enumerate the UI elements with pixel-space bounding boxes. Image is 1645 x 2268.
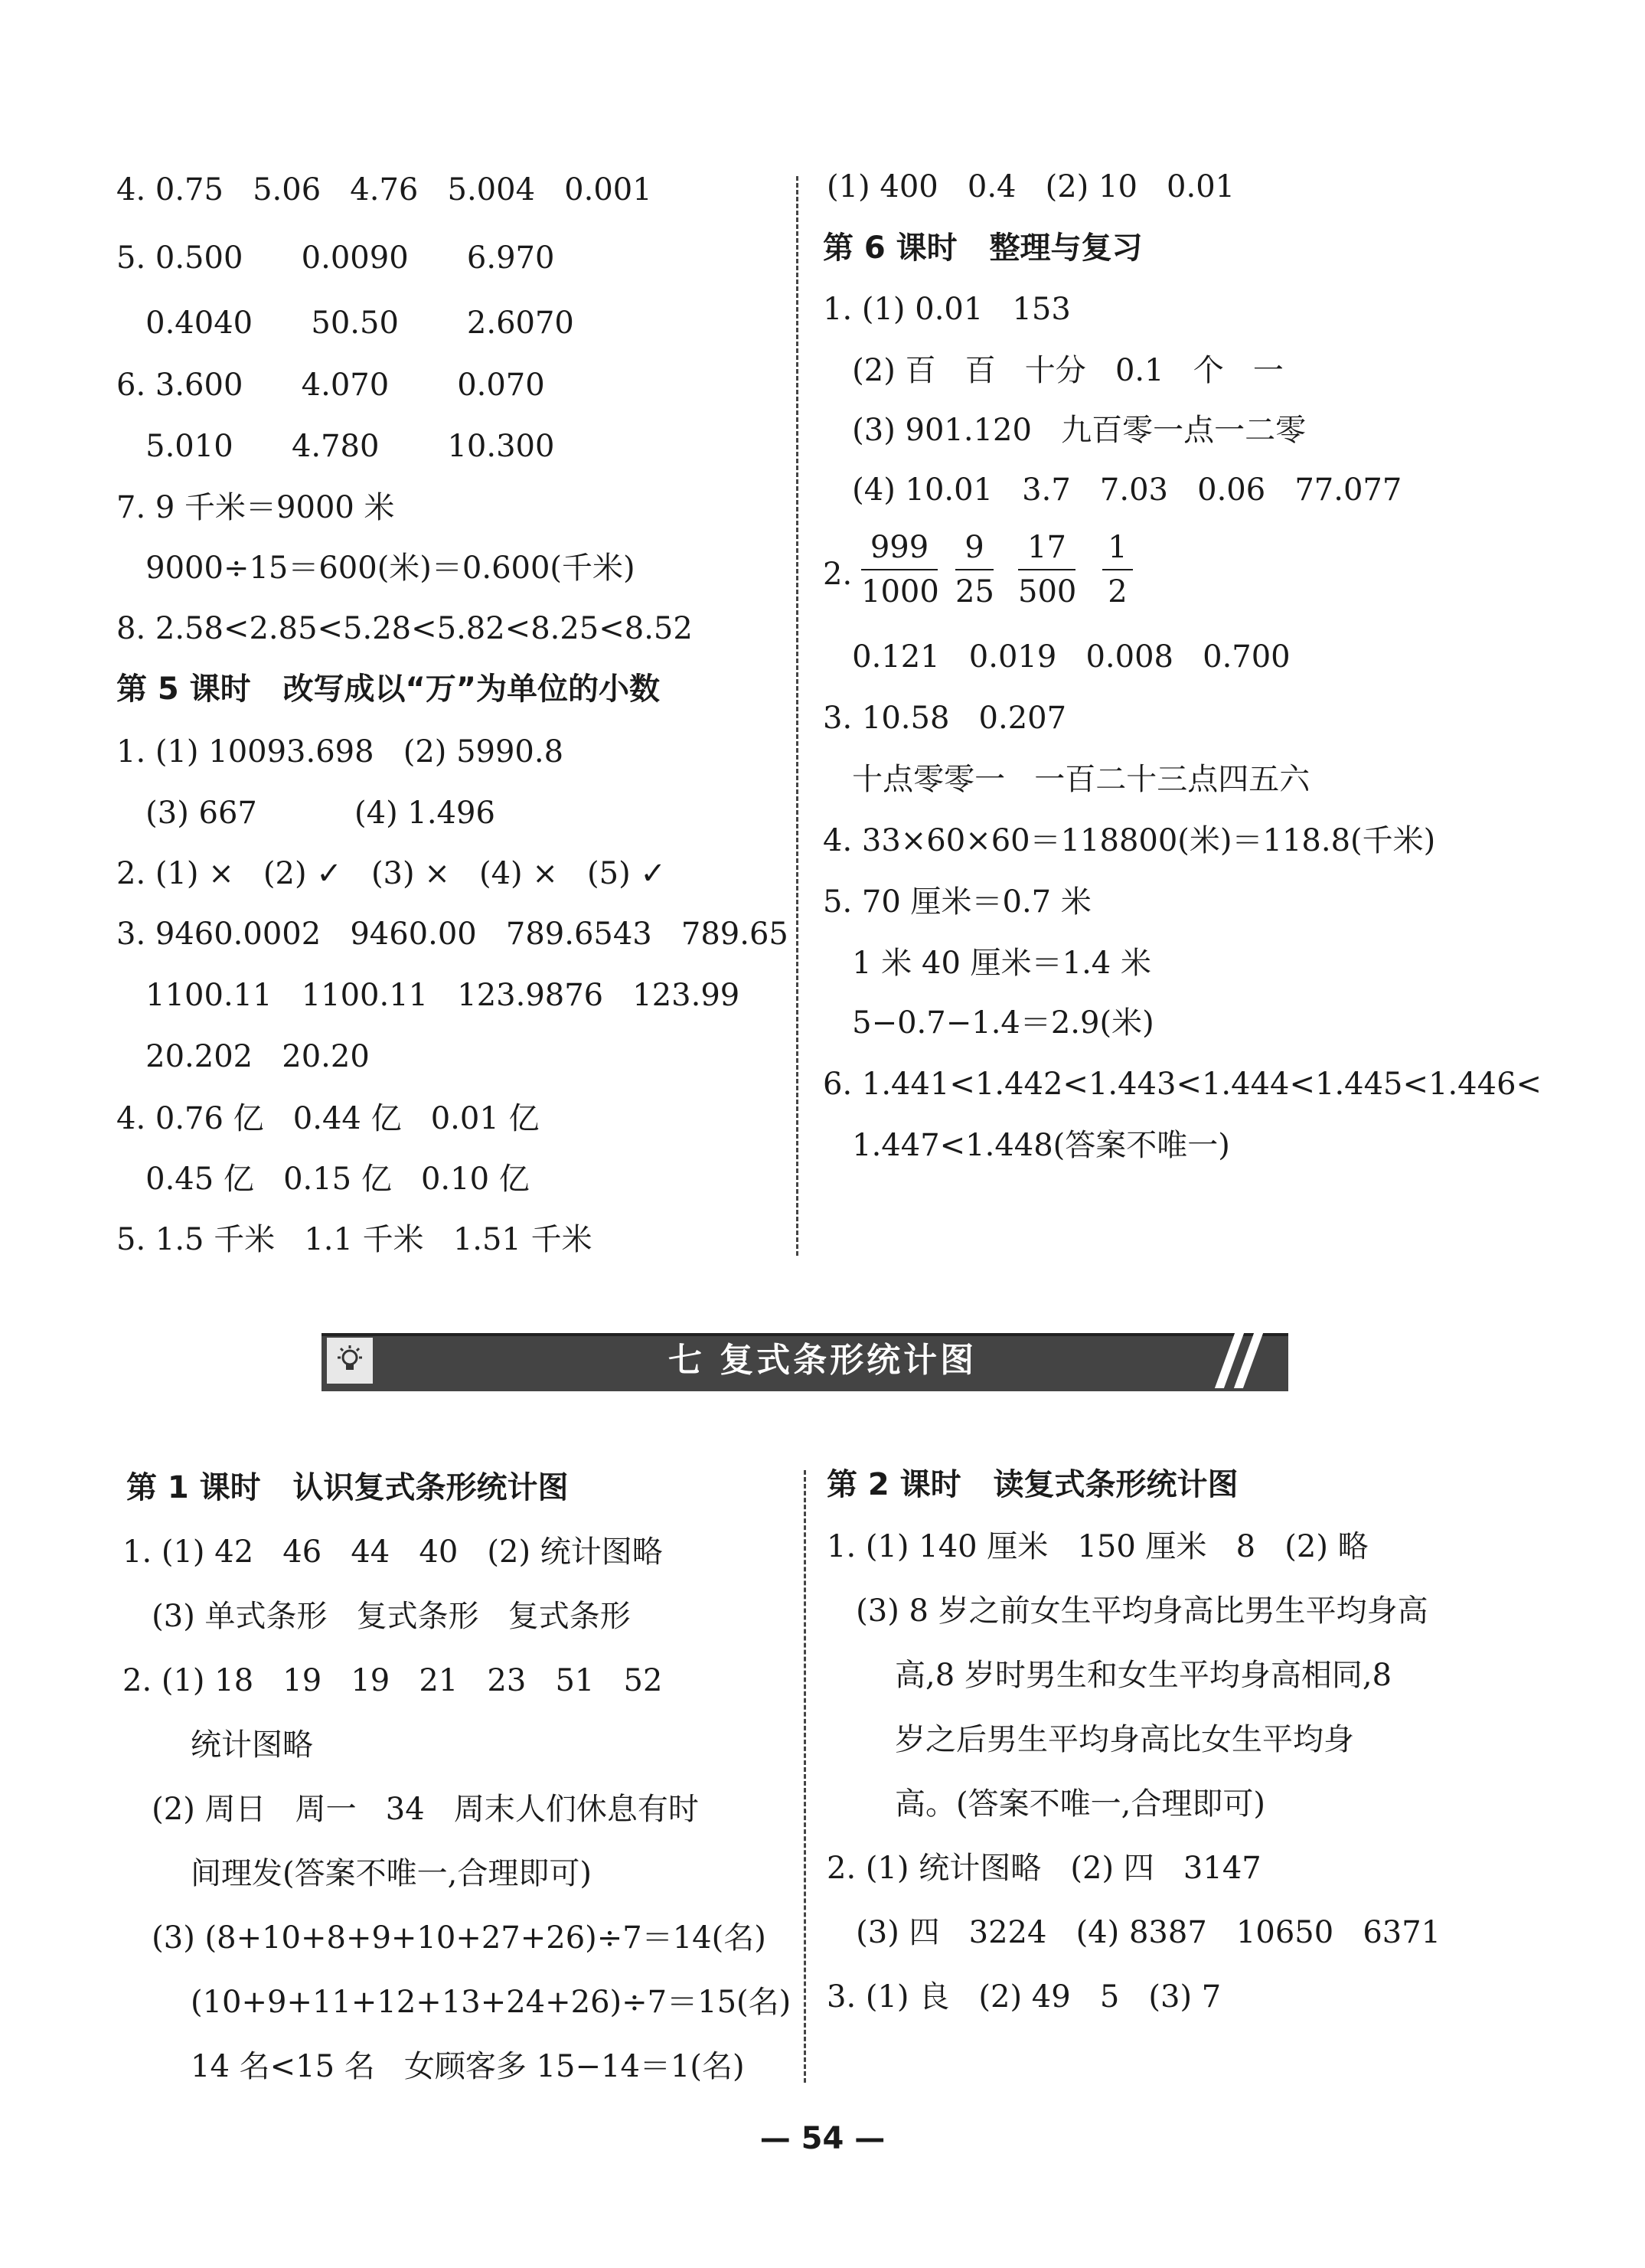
answer-line: 岁之后男生平均身高比女生平均身 (827, 1722, 1355, 1757)
fraction-bar (1018, 569, 1075, 570)
answer-line: 7. 9 千米＝9000 米 (116, 490, 395, 525)
answer-line: (3) 单式条形 复式条形 复式条形 (122, 1599, 631, 1634)
answer-line: 2. (1) × (2) ✓ (3) × (4) × (5) ✓ (116, 856, 666, 891)
answer-line: 4. 33×60×60＝118800(米)＝118.8(千米) (823, 823, 1436, 858)
answer-line: 1100.11 1100.11 123.9876 123.99 (116, 978, 740, 1013)
answer-line: (3) 901.120 九百零一点一二零 (823, 413, 1307, 448)
column-divider (796, 176, 798, 1256)
fraction-numerator: 1 (1108, 530, 1128, 565)
answer-line: (3) (8+10+8+9+10+27+26)÷7＝14(名) (122, 1920, 766, 1956)
answer-line: 14 名<15 名 女顾客多 15−14＝1(名) (122, 2049, 745, 2084)
answer-line: 1. (1) 42 46 44 40 (2) 统计图略 (122, 1534, 663, 1570)
answer-line: 5. 70 厘米＝0.7 米 (823, 884, 1092, 920)
fraction (955, 528, 994, 611)
answer-line: 1. (1) 0.01 153 (823, 292, 1071, 327)
answer-line: (1) 400 0.4 (2) 10 0.01 (827, 169, 1235, 204)
answer-line: 2. (1) 统计图略 (2) 四 3147 (827, 1851, 1261, 1886)
fraction (861, 528, 938, 611)
answer-line: 8. 2.58<2.85<5.28<5.82<8.25<8.52 (116, 611, 693, 646)
answer-line: 1. (1) 140 厘米 150 厘米 8 (2) 略 (827, 1529, 1369, 1564)
answer-line: (3) 8 岁之前女生平均身高比男生平均身高 (827, 1593, 1428, 1629)
fraction-denominator: 25 (955, 574, 994, 609)
fraction-bar (955, 569, 994, 570)
lesson-heading: 第 2 课时 读复式条形统计图 (827, 1467, 1239, 1502)
answer-line: 统计图略 (122, 1727, 314, 1763)
answer-line: (3) 四 3224 (4) 8387 10650 6371 (827, 1915, 1441, 1950)
fraction-numerator: 9 (964, 530, 984, 565)
answer-line: (3) 667 (4) 1.496 (116, 796, 495, 831)
answer-line: (10+9+11+12+13+24+26)÷7＝15(名) (122, 1985, 791, 2020)
answer-line: 3. (1) 良 (2) 49 5 (3) 7 (827, 1979, 1222, 2015)
column-divider (804, 1470, 806, 2083)
lesson-heading: 第 6 课时 整理与复习 (823, 230, 1143, 266)
answer-line: (2) 百 百 十分 0.1 个 一 (823, 353, 1284, 388)
fraction-denominator: 2 (1108, 574, 1128, 609)
fraction-denominator: 1000 (861, 574, 939, 609)
answer-line: 1. (1) 10093.698 (2) 5990.8 (116, 734, 564, 770)
fraction-bar (861, 569, 938, 570)
answer-line: 5. 0.500 0.0090 6.970 (116, 240, 555, 276)
answer-line: (4) 10.01 3.7 7.03 0.06 77.077 (823, 472, 1402, 508)
lesson-heading: 第 1 课时 认识复式条形统计图 (126, 1470, 569, 1505)
answer-line: 5.010 4.780 10.300 (116, 429, 555, 464)
answer-line: 20.202 20.20 (116, 1039, 370, 1074)
page-number: — 54 — (759, 2121, 886, 2156)
answer-line: 6. 3.600 4.070 0.070 (116, 368, 545, 403)
answer-line: 十点零零一 一百二十三点四五六 (823, 762, 1310, 797)
answer-line: 0.4040 50.50 2.6070 (116, 306, 574, 341)
fraction-denominator: 500 (1018, 574, 1077, 609)
answer-line: 6. 1.441<1.442<1.443<1.444<1.445<1.446< (823, 1067, 1542, 1102)
answer-line: 0.45 亿 0.15 亿 0.10 亿 (116, 1162, 530, 1197)
answer-line: 3. 10.58 0.207 (823, 701, 1067, 736)
answer-line: 1.447<1.448(答案不唯一) (823, 1128, 1230, 1163)
fraction-numerator: 999 (870, 530, 929, 565)
answer-line: 5−0.7−1.4＝2.9(米) (823, 1005, 1154, 1041)
chapter-title: 七 复式条形统计图 (667, 1341, 978, 1380)
answer-line: 5. 1.5 千米 1.1 千米 1.51 千米 (116, 1222, 592, 1257)
answer-line: 高,8 岁时男生和女生平均身高相同,8 (827, 1658, 1392, 1693)
fraction-bar (1102, 569, 1133, 570)
answer-line: 4. 0.75 5.06 4.76 5.004 0.001 (116, 172, 652, 208)
answer-line: 3. 9460.0002 9460.00 789.6543 789.65 (116, 917, 788, 952)
answer-line: 高。(答案不唯一,合理即可) (827, 1786, 1265, 1822)
question-number: 2. (823, 557, 853, 592)
answer-line: 0.121 0.019 0.008 0.700 (823, 639, 1291, 675)
fraction-numerator: 17 (1027, 530, 1066, 565)
answer-line: 间理发(答案不唯一,合理即可) (122, 1856, 592, 1891)
answer-line: 1 米 40 厘米＝1.4 米 (823, 946, 1151, 981)
fraction (1018, 528, 1075, 611)
answer-line: 9000÷15＝600(米)＝0.600(千米) (116, 551, 635, 586)
answer-line: (2) 周日 周一 34 周末人们休息有时 (122, 1792, 699, 1827)
lesson-heading: 第 5 课时 改写成以“万”为单位的小数 (116, 672, 661, 707)
answer-line: 4. 0.76 亿 0.44 亿 0.01 亿 (116, 1101, 540, 1136)
answer-line: 2. (1) 18 19 19 21 23 51 52 (122, 1663, 663, 1698)
fraction (1102, 528, 1133, 611)
